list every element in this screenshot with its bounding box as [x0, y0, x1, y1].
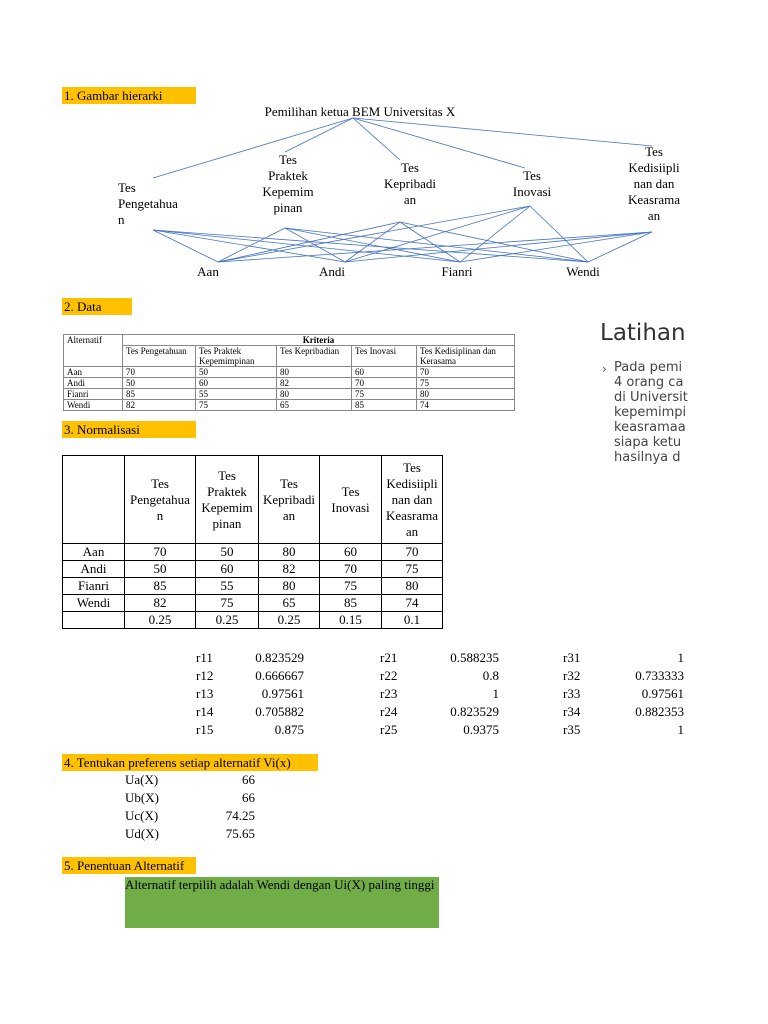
- cell: 50: [196, 367, 277, 378]
- cell: 55: [196, 389, 277, 400]
- weight-cell: 0.25: [259, 612, 320, 629]
- column-header: Tes Kepribadian: [277, 346, 352, 367]
- alternative-node: Wendi: [566, 264, 600, 279]
- cell: 55: [196, 578, 259, 595]
- r-label: r15: [196, 722, 214, 737]
- slide-text: [614, 360, 688, 465]
- cell: 85: [320, 595, 382, 612]
- weight-cell: 0.25: [196, 612, 259, 629]
- column-header: Tes Kedisiplinan dan Kerasama: [417, 346, 515, 367]
- corner-cell: [63, 456, 125, 544]
- row-label: Aan: [63, 544, 125, 561]
- column-header: Tes Praktek Kepemim pinan: [196, 456, 259, 544]
- column-header: Tes Pengetahuan: [123, 346, 196, 367]
- section-heading-hierarchy: 1. Gambar hierarki: [62, 87, 196, 104]
- slide-line: Pada pemi: [614, 360, 683, 375]
- cell: 85: [123, 389, 196, 400]
- goal-criterion-line: [353, 118, 652, 146]
- r-value: 0.875: [274, 722, 304, 737]
- section-heading-decision: 5. Penentuan Alternatif: [62, 857, 196, 874]
- row-label: Wendi: [63, 595, 125, 612]
- preference-label: Uc(X): [125, 808, 159, 823]
- section-heading-normalization: 3. Normalisasi: [62, 421, 196, 438]
- r-value: 1: [677, 650, 684, 665]
- slide-excerpt: [590, 315, 768, 475]
- cell: 74: [382, 595, 443, 612]
- r-value: 0.588235: [450, 650, 499, 665]
- r-label: r32: [563, 668, 581, 683]
- cell: 75: [196, 400, 277, 411]
- cell: 70: [123, 367, 196, 378]
- cell: 80: [417, 389, 515, 400]
- slide-title: Latihan: [600, 320, 686, 346]
- cell: 60: [352, 367, 417, 378]
- r-value: 0.97561: [261, 686, 304, 701]
- r-label: r12: [196, 668, 214, 683]
- r-label: r11: [196, 650, 213, 665]
- section-heading-preferences: 4. Tentukan preferens setiap alternatif Vi(x): [62, 754, 318, 771]
- cell: 50: [123, 378, 196, 389]
- r-label: r21: [380, 650, 398, 665]
- cell: 82: [277, 378, 352, 389]
- criterion-node: Tes Kedisiipli nan dan Keasrama an: [628, 144, 680, 223]
- cell: 65: [277, 400, 352, 411]
- cell: 75: [417, 378, 515, 389]
- cell: 70: [382, 544, 443, 561]
- cell: 80: [259, 544, 320, 561]
- slide-line: kepemimpi: [614, 405, 687, 420]
- criterion-alternative-line: [153, 230, 218, 262]
- cell: 50: [125, 561, 196, 578]
- r-value: 0.733333: [635, 668, 684, 683]
- table-row: [63, 595, 443, 612]
- slide-line: 4 orang ca: [614, 375, 684, 390]
- preference-label: Ub(X): [125, 790, 159, 805]
- cell: 70: [320, 561, 382, 578]
- cell: 75: [196, 595, 259, 612]
- criterion-node: Tes Inovasi: [512, 168, 552, 199]
- table-row: [63, 561, 443, 578]
- bullet-icon: ›: [602, 362, 607, 376]
- cell: 50: [196, 544, 259, 561]
- cell: 85: [352, 400, 417, 411]
- column-header: Tes Inovasi: [320, 456, 382, 544]
- r-value: 0.666667: [255, 668, 304, 683]
- weights-row: [63, 612, 443, 629]
- r-value: 1: [492, 686, 499, 701]
- criterion-alternative-line: [285, 228, 588, 262]
- r-label: r31: [563, 650, 581, 665]
- cell: 82: [259, 561, 320, 578]
- empty-cell: [63, 612, 125, 629]
- cell: 70: [352, 378, 417, 389]
- r-value: 0.823529: [255, 650, 304, 665]
- alternative-node: Fianri: [441, 264, 473, 279]
- preference-value: 66: [242, 790, 255, 805]
- row-label: Aan: [64, 367, 123, 378]
- r-label: r22: [380, 668, 398, 683]
- alternative-node: Andi: [319, 264, 345, 279]
- weight-cell: 0.1: [382, 612, 443, 629]
- cell: 80: [382, 578, 443, 595]
- criterion-alternative-line: [460, 232, 652, 262]
- r-value: 0.8: [482, 668, 499, 683]
- normalization-table: [62, 455, 443, 629]
- preference-value: 75.65: [225, 826, 255, 841]
- r-value: 1: [677, 722, 684, 737]
- alternative-node: Aan: [197, 264, 219, 279]
- cell: 82: [125, 595, 196, 612]
- preference-value: 66: [242, 772, 255, 787]
- cell: 75: [382, 561, 443, 578]
- data-table: [63, 334, 515, 411]
- r-value: 0.9375: [463, 722, 499, 737]
- preference-label: Ua(X): [125, 772, 159, 787]
- cell: 85: [125, 578, 196, 595]
- weight-cell: 0.25: [125, 612, 196, 629]
- table-row: [63, 578, 443, 595]
- row-label: Wendi: [64, 400, 123, 411]
- cell: 74: [417, 400, 515, 411]
- r-label: r14: [196, 704, 214, 719]
- group-header: Kriteria: [123, 335, 515, 346]
- result-box: Alternatif terpilih adalah Wendi dengan Ui(X) paling tinggi: [125, 877, 439, 928]
- cell: 60: [320, 544, 382, 561]
- slide-line: hasilnya d: [614, 450, 681, 465]
- r-value: 0.823529: [450, 704, 499, 719]
- hierarchy-goal: Pemilihan ketua BEM Universitas X: [264, 104, 456, 119]
- column-header: Tes Pengetahua n: [125, 456, 196, 544]
- criterion-alternative-line: [345, 232, 652, 262]
- table-row: [63, 544, 443, 561]
- table-row: [64, 400, 515, 411]
- column-header: Tes Praktek Kepemimpinan: [196, 346, 277, 367]
- goal-criterion-line: [353, 118, 400, 160]
- weight-cell: 0.15: [320, 612, 382, 629]
- cell: 80: [277, 389, 352, 400]
- row-label: Fianri: [64, 389, 123, 400]
- r-label: r33: [563, 686, 581, 701]
- column-header: Alternatif: [64, 335, 123, 367]
- cell: 70: [417, 367, 515, 378]
- table-row: [64, 367, 515, 378]
- cell: 75: [352, 389, 417, 400]
- criterion-node: Tes Kepribadi an: [384, 160, 436, 207]
- r-label: r24: [380, 704, 398, 719]
- criterion-node: Tes Pengetahua n: [118, 180, 178, 227]
- cell: 82: [123, 400, 196, 411]
- slide-line: di Universit: [614, 390, 688, 405]
- criterion-alternative-line: [218, 228, 285, 262]
- r-label: r25: [380, 722, 398, 737]
- r-label: r35: [563, 722, 581, 737]
- slide-line: keasramaa: [614, 420, 686, 435]
- r-label: r23: [380, 686, 398, 701]
- cell: 60: [196, 378, 277, 389]
- row-label: Andi: [63, 561, 125, 578]
- cell: 80: [259, 578, 320, 595]
- row-label: Andi: [64, 378, 123, 389]
- cell: 80: [277, 367, 352, 378]
- column-header: Tes Kepribadi an: [259, 456, 320, 544]
- criterion-alternative-line: [460, 206, 530, 262]
- r-label: r13: [196, 686, 214, 701]
- slide-line: siapa ketu: [614, 435, 682, 450]
- criterion-alternative-line: [530, 206, 588, 262]
- r-value: 0.705882: [255, 704, 304, 719]
- r-label: r34: [563, 704, 581, 719]
- criterion-node: Tes Praktek Kepemim pinan: [262, 152, 314, 215]
- row-label: Fianri: [63, 578, 125, 595]
- column-header: Tes Inovasi: [352, 346, 417, 367]
- cell: 75: [320, 578, 382, 595]
- r-value: 0.97561: [641, 686, 684, 701]
- preference-label: Ud(X): [125, 826, 159, 841]
- column-header: Tes Kedisiipli nan dan Keasrama an: [382, 456, 443, 544]
- section-heading-data: 2. Data: [62, 298, 132, 315]
- table-row: [64, 389, 515, 400]
- r-value: 0.882353: [635, 704, 684, 719]
- cell: 65: [259, 595, 320, 612]
- criterion-alternative-line: [588, 232, 652, 262]
- cell: 70: [125, 544, 196, 561]
- table-row: [64, 378, 515, 389]
- preference-value: 74.25: [225, 808, 255, 823]
- cell: 60: [196, 561, 259, 578]
